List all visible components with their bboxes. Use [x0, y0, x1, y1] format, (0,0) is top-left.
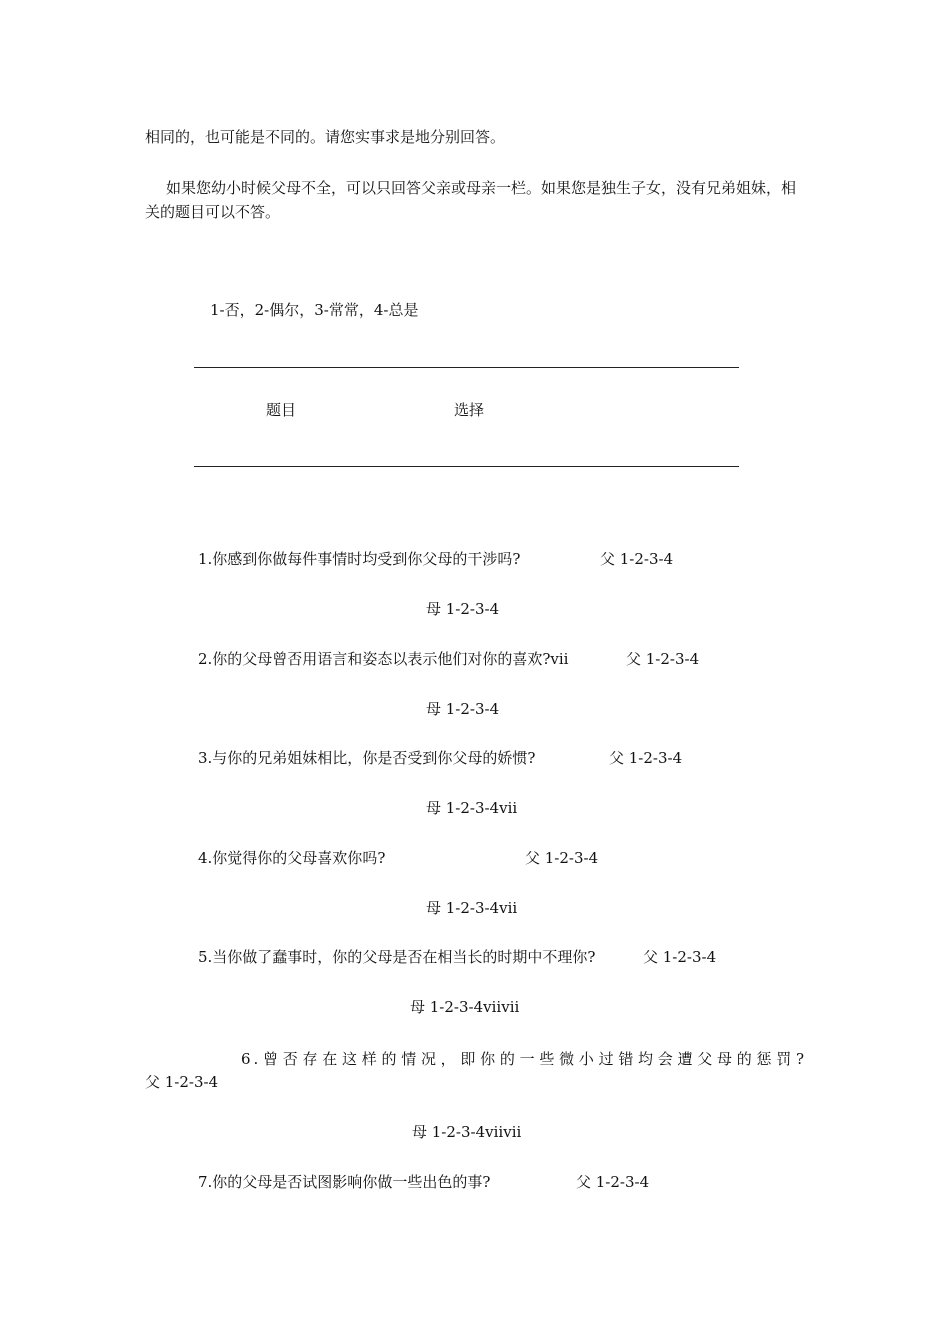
- intro-line: 相同的，也可能是不同的。请您实事求是地分别回答。: [145, 128, 506, 146]
- question-3-father-options: 父 1-2-3-4: [609, 749, 683, 767]
- question-5-father-options: 父 1-2-3-4: [643, 948, 717, 966]
- question-4-father-options: 父 1-2-3-4: [525, 849, 599, 867]
- header-choice: 选择: [454, 401, 485, 419]
- question-2-father-options: 父 1-2-3-4: [626, 650, 700, 668]
- question-4-text: 4.你觉得你的父母喜欢你吗?: [198, 849, 386, 867]
- question-6-father-options: 父 1-2-3-4: [145, 1073, 219, 1091]
- question-7-text: 7.你的父母是否试图影响你做一些出色的事?: [198, 1173, 491, 1191]
- question-1-father-options: 父 1-2-3-4: [600, 550, 674, 568]
- question-5-mother-options: 母 1-2-3-4ⅶⅶ: [410, 998, 520, 1016]
- question-6-text: 6.曾否存在这样的情况，即你的一些微小过错均会遭父母的惩罚?: [241, 1050, 807, 1068]
- scale-legend: 1-否，2-偶尔，3-常常，4-总是: [210, 301, 419, 319]
- question-1-mother-options: 母 1-2-3-4: [426, 600, 500, 618]
- question-5-text: 5.当你做了蠢事时，你的父母是否在相当长的时期中不理你?: [198, 948, 596, 966]
- table-top-rule: [194, 367, 739, 368]
- header-topic: 题目: [266, 401, 297, 419]
- table-bottom-rule: [194, 466, 739, 467]
- question-4-mother-options: 母 1-2-3-4ⅶ: [426, 899, 518, 917]
- question-7-father-options: 父 1-2-3-4: [576, 1173, 650, 1191]
- question-2-text: 2.你的父母曾否用语言和姿态以表示他们对你的喜欢?ⅶ: [198, 650, 569, 668]
- question-1-text: 1.你感到你做每件事情时均受到你父母的干涉吗?: [198, 550, 521, 568]
- question-3-mother-options: 母 1-2-3-4ⅶ: [426, 799, 518, 817]
- question-3-text: 3.与你的兄弟姐妹相比，你是否受到你父母的娇惯?: [198, 749, 536, 767]
- question-2-mother-options: 母 1-2-3-4: [426, 700, 500, 718]
- question-6-mother-options: 母 1-2-3-4ⅶⅶ: [412, 1123, 522, 1141]
- intro-paragraph: 如果您幼小时候父母不全，可以只回答父亲或母亲一栏。如果您是独生子女，没有兄弟姐妹，相关的题目可以不答。: [145, 179, 797, 221]
